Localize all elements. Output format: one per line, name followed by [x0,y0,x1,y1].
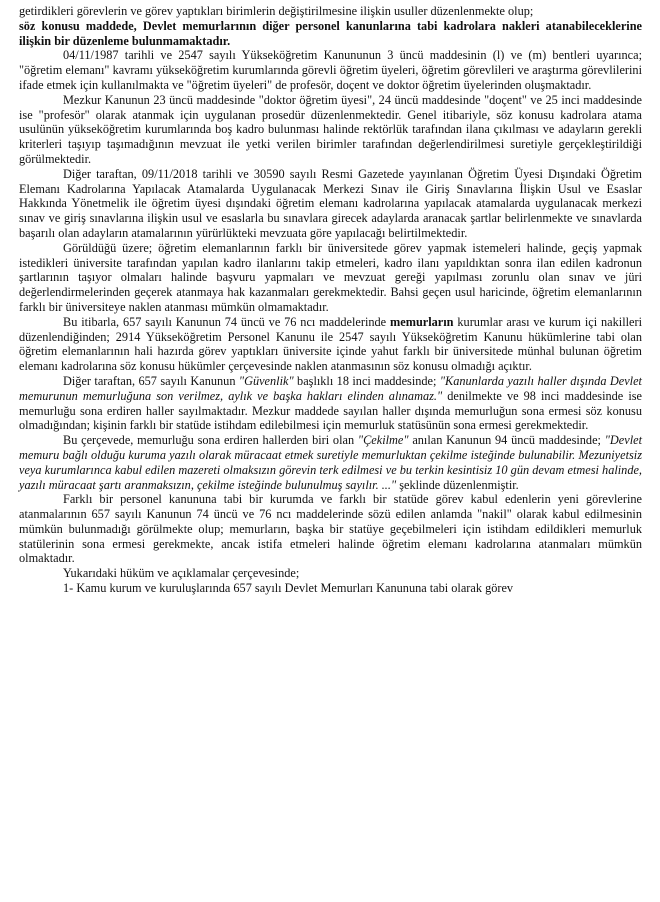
paragraph-10: 1- Kamu kurum ve kuruluşlarında 657 sayılı Devlet Memurları Kanununa tabi olarak görev [63,581,514,596]
paragraph-6-text-e: denilmekte ve 98 inci maddesinde ise memurluğu sona erdiren haller sayılmaktadır. Mezkur maddede sayılan haller dışında memurluğun sona ermesi söz konusu olmadığından; kişinin farklı bir statüde istihdam edilebilmesi için memurluk statüsünün sona ermesi gerekmektedir. [19,388,643,433]
paragraph-6-text-c: başlıklı 18 inci maddesinde; [297,373,437,388]
paragraph-1: 04/11/1987 tarihli ve 2547 sayılı Yükseköğretim Kanununun 3 üncü maddesinin (l) ve (m) bentleri uyarınca; "öğretim elemanı" kavramı yükseköğretim kurumlarında görevli öğretim üyeleri, öğretim görevlileri ve araştırma görevlilerini ifade etmek için kullanılmakta ve "öğretim üyeleri" de profesör, doçent ve doktor öğretim üyelerinden oluşmaktadır. [19,48,642,92]
paragraph-6-text-a: Diğer taraftan, 657 sayılı Kanunun [63,373,236,388]
paragraph-6-quote: "Kanunlarda yazılı haller dışında Devlet memurunun memurluğuna son verilmez, aylık ve başka hakları elinden alınamaz." [19,373,642,403]
paragraph-8: Farklı bir personel kanununa tabi bir kurumda ve farklı bir statüde görev kabul edenlerin yeni görevlerine atanmalarının 657 sayılı Kanunun 74 üncü ve 76 ncı maddelerinde sözü edilen anlamda "nakil" olarak kabul edilmesinin mümkün bulunmadığı görülmekte olup; memurların, başka bir statüye geçebilmeleri için istihdam edildikleri memurluk statülerinin sona ermesi gerekmekte, ancak istifa etmeleri halinde öğretim elemanı kadrolarına atanmaları mümkün olmaktadır. [19,492,642,566]
paragraph-7-text-e: şeklinde düzenlenmiştir. [399,477,519,492]
paragraph-5-text-c: kurumlar arası ve kurum içi nakilleri düzenlendiğinden; 2914 Yükseköğretim Personel Kanunu ile 2547 sayılı Yükseköğretim Kanunu hükümlerine tabi olan öğretim elemanlarının hali hazırda görev yaptıkları üniversite içinde yahut farklı bir üniversitede münhal bulunan öğretim elemanı kadrolarına söz konusu hükümler çerçevesinde naklen atanmasının söz konusu olmadığı açıktır. [19,314,642,374]
paragraph-7-text-c: anılan Kanunun 94 üncü maddesinde; [412,433,601,448]
paragraph-9: Yukarıdaki hüküm ve açıklamalar çerçevesinde; [63,566,300,581]
paragraph-5-bold: memurların [390,314,454,329]
paragraph-5-text-a: Bu itibarla, 657 sayılı Kanunun 74 üncü ve 76 ncı maddelerinde [63,314,387,329]
paragraph-7 [19,433,642,492]
paragraph-7-text-a: Bu çerçevede, memurluğu sona erdiren hallerden biri olan [63,433,355,448]
paragraph-3: Diğer taraftan, 09/11/2018 tarihli ve 30590 sayılı Resmi Gazetede yayınlanan Öğretim Üyesi Dışındaki Öğretim Elemanı Kadrolarına Yapılacak Atamalarda Uygulanacak Merkezi Sınav ile Giriş Sınavlarına İlişkin Usul ve Esaslar Hakkında Yönetmelik ile öğretim üyesi dışındaki öğretim elemanı kadrolarına yapılacak atamalarda uygulanacak merkezi sınav ve giriş sınavlarına ilişkin usul ve esaslarla bu sınavlara girecek adaylarda aranacak şartlar belirlenmekte ve sınavlarda başarılı olan adayların atamalarının yürürlükteki mevzuata göre yapılacağı belirtilmektedir. [19,166,642,240]
paragraph-6-italic-title: "Güvenlik" [238,373,294,388]
paragraph-0-text: getirdikleri görevlerin ve görev yaptıkları birimlerin değiştirilmesine ilişkin usuller düzenlenmekte olup; [19,4,534,18]
paragraph-4: Görüldüğü üzere; öğretim elemanlarının farklı bir üniversitede görev yapmak istemeleri halinde, geçiş yapmak istedikleri üniversite tarafından yapılan kadro ilanlarını takip etmeleri, kadro ilanı yapıldıktan sonra ilan edilen kadronun şartlarının taşıyor olmaları halinde başvuru yapmaları ve mevzuat gereği yapılması zorunlu olan sınav ve jüri değerlendirmelerinden geçerek atanmaya hak kazanmaları gerekmektedir. Bahsi geçen usul haricinde, öğretim elemanlarının farklı bir üniversiteye naklen atanması mümkün olmamaktadır. [19,240,642,314]
paragraph-0-bold: söz konusu maddede, Devlet memurlarının diğer personel kanunlarına tabi kadrolara nakleri atanabileceklerine ilişkin bir düzenleme bulunmamaktadır. [19,18,642,48]
paragraph-0 [19,4,642,48]
paragraph-6 [19,374,642,433]
paragraph-2: Mezkur Kanunun 23 üncü maddesinde "doktor öğretim üyesi", 24 üncü maddesinde "doçent" ve 25 inci maddesinde ise "profesör" olarak atanmak için uygulanan prosedür düzenlenmektedir. Genel itibariyle, söz konusu kadrolara atama usulünün yükseköğretim kurumlarında boş kadro bulunması halinde rektörlük tarafından ilana çıkılması ve adayların gerekli kriterleri taşıyıp taşımadığının mevzuat ile yetki verilen birimler tarafından değerlendirilmesi suretiyle gerçekleştirildiği görülmektedir. [19,92,642,166]
paragraph-5 [19,315,642,374]
paragraph-7-quote: "Devlet memuru bağlı olduğu kuruma yazılı olarak müracaat etmek suretiyle memurluktan çekilme isteğinde bulunabilir. Mezuniyetsiz veya kurumlarınca kabul edilen mazereti olmaksızın görevin terk edilmesi ve bu terkin kesintisiz 10 gün devam etmesi halinde, yazılı müracaat şartı aranmaksızın, çekilme isteğinde bulunulmuş sayılır. ..." [19,433,643,492]
paragraph-7-italic-title: "Çekilme" [357,433,409,448]
